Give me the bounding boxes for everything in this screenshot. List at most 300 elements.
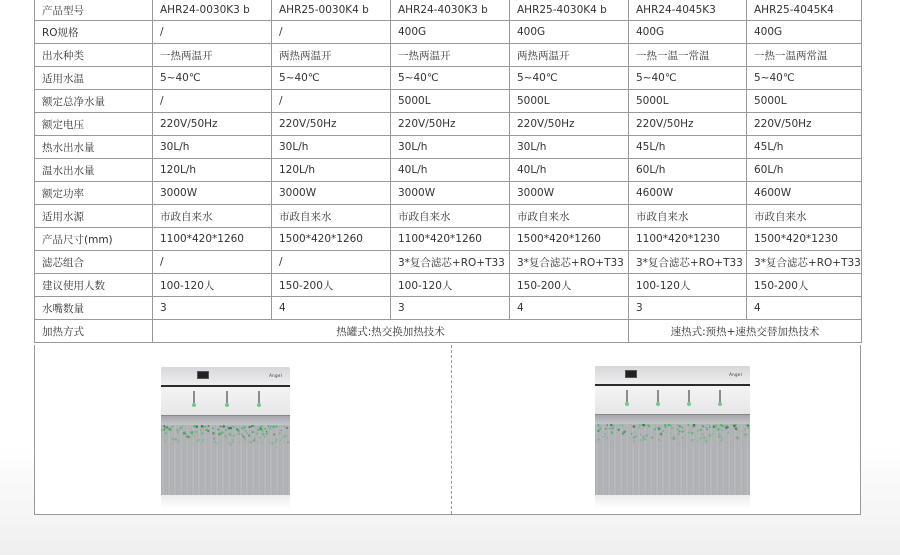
spec-label: 适用水温	[35, 67, 153, 90]
spec-value: 150-200人	[747, 274, 862, 297]
mist-dot	[182, 425, 183, 426]
mist-dot	[598, 438, 600, 440]
spec-value: 市政自来水	[747, 205, 862, 228]
spec-row	[35, 90, 862, 113]
mist-dot	[610, 431, 612, 433]
mist-dot	[193, 425, 196, 427]
mist-dot	[190, 432, 191, 433]
spec-value: 150-200人	[272, 274, 391, 297]
mist-dot	[212, 427, 214, 429]
mist-dot	[259, 437, 261, 439]
mist-dot	[164, 442, 166, 444]
mist-dot	[634, 432, 635, 433]
mist-dot	[205, 426, 206, 427]
mist-dot	[229, 435, 230, 436]
spec-value: 40L/h	[391, 159, 510, 182]
mist-dot	[725, 426, 728, 429]
spec-value: 市政自来水	[391, 205, 510, 228]
mist-dot	[614, 444, 615, 445]
spec-value: 1100*420*1260	[391, 228, 510, 251]
mist-dot	[283, 442, 285, 444]
mist-dot	[212, 432, 215, 435]
mist-dot	[243, 436, 245, 438]
spec-row	[35, 113, 862, 136]
mist-dot	[264, 436, 266, 438]
mist-dot	[194, 436, 196, 438]
mist-dot	[609, 428, 610, 429]
mist-dot	[228, 441, 230, 443]
mist-dot	[261, 425, 263, 427]
mist-dot	[248, 434, 250, 436]
mist-dot	[264, 428, 266, 430]
mist-dot	[220, 441, 222, 443]
mist-dot	[273, 433, 275, 435]
mist-dot	[660, 433, 663, 436]
spec-value: 30L/h	[510, 136, 629, 159]
spec-label: 额定总净水量	[35, 90, 153, 113]
mist-dot	[698, 440, 700, 442]
spec-value: 5~40℃	[153, 67, 272, 90]
mist-dot	[192, 443, 193, 444]
mist-dot	[171, 443, 173, 445]
spec-value: 两热两温开	[272, 44, 391, 67]
mist-dot	[172, 426, 173, 427]
faucet-icon	[688, 390, 690, 402]
spec-value: 60L/h	[629, 159, 747, 182]
spec-value: 4	[510, 297, 629, 320]
mist-dot	[741, 430, 742, 431]
mist-dot	[218, 429, 220, 431]
mist-dot	[727, 433, 728, 434]
spec-value: 3	[391, 297, 510, 320]
mist-dot	[196, 426, 198, 428]
mist-dot	[733, 425, 736, 428]
mist-dot	[283, 426, 284, 427]
mist-dot	[713, 425, 716, 428]
mist-dot	[243, 426, 245, 428]
spec-label: 水嘴数量	[35, 297, 153, 320]
mist-dot	[620, 425, 621, 426]
display-panel	[197, 371, 209, 379]
mist-dot	[186, 435, 189, 438]
spec-value: 市政自来水	[510, 205, 629, 228]
spec-value: AHR24-0030K3 b	[153, 0, 272, 21]
spec-label: 加热方式	[35, 320, 153, 343]
spec-value: /	[153, 251, 272, 274]
mist-dot	[167, 427, 168, 428]
mist-dot	[670, 433, 672, 435]
mist-dot	[682, 427, 683, 428]
mist-dot	[676, 442, 678, 444]
mist-dot	[178, 441, 179, 442]
mist-dot	[671, 437, 674, 440]
spec-value: 220V/50Hz	[747, 113, 862, 136]
spec-value: AHR25-4045K4	[747, 0, 862, 21]
spec-label: 温水出水量	[35, 159, 153, 182]
mist-dot	[631, 433, 633, 435]
mist-dot	[700, 437, 702, 439]
mist-dot	[213, 438, 215, 440]
spec-value: 5000L	[391, 90, 510, 113]
mist-dot	[721, 440, 722, 441]
spec-value: 150-200人	[510, 274, 629, 297]
mist-dot	[742, 444, 743, 445]
machine-top	[161, 367, 290, 387]
spec-value: 一热两温开	[153, 44, 272, 67]
spec-value: /	[272, 21, 391, 44]
mist-dot	[682, 437, 684, 439]
mist-dot	[737, 430, 738, 431]
mist-dot	[604, 433, 606, 435]
mist-dot	[270, 426, 271, 427]
mist-dot	[262, 433, 265, 436]
spec-value: 1100*420*1260	[153, 228, 272, 251]
mist-dot	[595, 439, 597, 441]
mist-dot	[709, 426, 711, 428]
mist-dot	[718, 442, 720, 444]
mist-dot	[744, 428, 745, 429]
spec-label: 产品尺寸(mm)	[35, 228, 153, 251]
mist-dot	[678, 442, 680, 444]
spec-row	[35, 21, 862, 44]
mist-dot	[213, 441, 216, 444]
mist-dot	[664, 424, 667, 427]
mist-dot	[178, 439, 180, 441]
mist-dot	[276, 425, 278, 427]
spec-value: 60L/h	[747, 159, 862, 182]
mist-dot	[611, 427, 614, 430]
mist-dot	[260, 426, 261, 427]
spec-value: 220V/50Hz	[510, 113, 629, 136]
faucet-icon	[657, 390, 659, 402]
spec-value: 3*复合滤芯+RO+T33	[391, 251, 510, 274]
mist-dot	[718, 433, 720, 435]
spec-value: 市政自来水	[272, 205, 391, 228]
product-image-left	[161, 367, 290, 495]
mist-dot	[745, 430, 746, 431]
display-panel	[625, 370, 637, 378]
spec-value: /	[153, 21, 272, 44]
spec-label: 适用水源	[35, 205, 153, 228]
spec-value: 4600W	[747, 182, 862, 205]
mist-dot	[716, 427, 717, 428]
mist-dot	[702, 425, 704, 427]
mist-dot	[706, 429, 708, 431]
spec-value: 45L/h	[747, 136, 862, 159]
mist-dot	[248, 426, 250, 428]
mist-dot	[728, 431, 730, 433]
mist-dot	[597, 435, 598, 436]
spec-label: 建议使用人数	[35, 274, 153, 297]
mist-dot	[169, 427, 171, 429]
mist-dot	[747, 427, 749, 429]
mist-dot	[175, 438, 177, 440]
mist-dot	[666, 432, 667, 433]
mist-dot	[693, 424, 696, 427]
mist-dot	[225, 429, 227, 431]
mist-dot	[623, 431, 625, 433]
mist-dot	[261, 430, 263, 432]
spec-value: 3*复合滤芯+RO+T33	[629, 251, 747, 274]
mist-dot	[643, 437, 646, 440]
spec-value: 100-120人	[153, 274, 272, 297]
mist-dot	[665, 427, 666, 428]
mist-dot	[194, 445, 196, 447]
mist-dot	[735, 437, 736, 438]
mist-dot	[701, 433, 703, 435]
dispenser-area	[595, 386, 750, 414]
mist-dot	[712, 433, 713, 434]
mist-dot	[645, 434, 648, 437]
faucet-icon	[719, 390, 721, 402]
green-mist-decoration	[161, 425, 290, 447]
spec-value: 400G	[510, 21, 629, 44]
product-image-right	[595, 366, 750, 495]
spec-value: 400G	[391, 21, 510, 44]
mist-dot	[747, 424, 749, 426]
mist-dot	[736, 437, 738, 439]
spec-value: 3	[629, 297, 747, 320]
spec-value: 220V/50Hz	[272, 113, 391, 136]
mist-dot	[633, 441, 636, 444]
spec-value: 5~40℃	[747, 67, 862, 90]
spec-value: 3000W	[510, 182, 629, 205]
mist-dot	[658, 439, 661, 442]
mist-dot	[285, 435, 287, 437]
mist-dot	[691, 439, 693, 441]
panel-divider	[451, 345, 452, 514]
mist-dot	[237, 429, 240, 432]
mist-dot	[172, 438, 175, 441]
mist-dot	[718, 435, 721, 438]
mist-dot	[719, 428, 720, 429]
mist-dot	[704, 440, 707, 443]
mist-dot	[205, 428, 208, 431]
mist-dot	[265, 433, 267, 435]
spec-row	[35, 136, 862, 159]
spec-value: AHR25-4030K4 b	[510, 0, 629, 21]
mist-dot	[691, 431, 694, 434]
mist-dot	[250, 441, 252, 443]
mist-dot	[696, 441, 697, 442]
reflection	[595, 495, 750, 509]
mist-dot	[275, 439, 278, 442]
mist-dot	[222, 425, 225, 428]
mist-dot	[176, 441, 178, 443]
spec-value: 40L/h	[510, 159, 629, 182]
mist-dot	[200, 443, 202, 445]
spec-value: /	[272, 251, 391, 274]
mist-dot	[232, 426, 233, 427]
mist-dot	[720, 424, 722, 426]
mist-dot	[638, 427, 639, 428]
mist-dot	[597, 441, 599, 443]
mist-dot	[275, 441, 277, 443]
spec-row	[35, 159, 862, 182]
mist-dot	[722, 425, 724, 427]
mist-dot	[679, 431, 680, 432]
spec-value: 1100*420*1230	[629, 228, 747, 251]
mist-dot	[681, 430, 684, 433]
mist-dot	[280, 443, 281, 444]
mist-dot	[260, 428, 262, 430]
mist-dot	[606, 437, 608, 439]
mist-dot	[224, 435, 225, 436]
mist-dot	[651, 436, 653, 438]
spec-row-heating	[35, 320, 862, 343]
mist-dot	[633, 439, 635, 441]
mist-dot	[279, 432, 281, 434]
mist-dot	[709, 435, 711, 437]
mist-dot	[697, 430, 699, 432]
spec-value: 120L/h	[272, 159, 391, 182]
mist-dot	[226, 437, 228, 439]
mist-dot	[229, 443, 232, 446]
product-images-panel	[34, 345, 861, 515]
mist-dot	[724, 441, 726, 443]
mist-dot	[257, 441, 259, 443]
mist-dot	[213, 437, 214, 438]
spec-value: 5~40℃	[510, 67, 629, 90]
mist-dot	[232, 439, 234, 441]
mist-dot	[633, 425, 636, 428]
spec-value: 1500*420*1260	[272, 228, 391, 251]
mist-dot	[658, 426, 659, 427]
spec-value: 5000L	[629, 90, 747, 113]
mist-dot	[679, 425, 682, 428]
spec-value: 5000L	[510, 90, 629, 113]
machine-top	[595, 366, 750, 386]
mist-dot	[177, 431, 179, 433]
mist-dot	[176, 429, 178, 431]
mist-dot	[220, 426, 221, 427]
mist-dot	[642, 443, 644, 445]
mist-dot	[245, 430, 247, 432]
mist-dot	[599, 428, 601, 430]
mist-dot	[607, 424, 608, 425]
mist-dot	[745, 444, 746, 445]
spec-value: 市政自来水	[153, 205, 272, 228]
mist-dot	[268, 425, 269, 426]
spec-value: 45L/h	[629, 136, 747, 159]
mist-dot	[266, 431, 268, 433]
mist-dot	[233, 435, 235, 437]
green-mist-decoration	[595, 424, 750, 446]
spec-value: /	[272, 90, 391, 113]
spec-value: 4600W	[629, 182, 747, 205]
mist-dot	[226, 435, 227, 436]
spec-value: 220V/50Hz	[153, 113, 272, 136]
spec-label: 滤芯组合	[35, 251, 153, 274]
mist-dot	[208, 425, 210, 427]
mist-dot	[597, 424, 599, 426]
spec-value: 120L/h	[153, 159, 272, 182]
brand-logo: Angel	[269, 373, 282, 378]
mist-dot	[597, 430, 599, 432]
mist-dot	[271, 442, 273, 444]
spec-value: 3	[153, 297, 272, 320]
spec-row	[35, 182, 862, 205]
mist-dot	[744, 433, 747, 436]
mist-dot	[232, 441, 234, 443]
mist-dot	[197, 434, 198, 435]
heating-method-right: 速热式:预热+速热交替加热技术	[629, 320, 862, 343]
spec-row	[35, 274, 862, 297]
spec-value: 3*复合滤芯+RO+T33	[510, 251, 629, 274]
mist-dot	[645, 439, 646, 440]
mist-dot	[688, 431, 690, 433]
mist-dot	[261, 442, 263, 444]
spec-label: 热水出水量	[35, 136, 153, 159]
spec-label: 产品型号	[35, 0, 153, 21]
mist-dot	[709, 425, 710, 426]
mist-dot	[269, 428, 271, 430]
mist-dot	[662, 430, 664, 432]
spec-label: RO规格	[35, 21, 153, 44]
mist-dot	[613, 425, 615, 427]
mist-dot	[683, 443, 685, 445]
reflection	[161, 495, 290, 509]
mist-dot	[611, 441, 612, 442]
mist-dot	[192, 433, 194, 435]
spec-row	[35, 297, 862, 320]
mist-dot	[722, 429, 723, 430]
spec-value: 两热两温开	[510, 44, 629, 67]
mist-dot	[240, 433, 241, 434]
spec-row	[35, 44, 862, 67]
spec-value: 一热一温两常温	[747, 44, 862, 67]
spec-value: AHR25-0030K4 b	[272, 0, 391, 21]
spec-value: 30L/h	[272, 136, 391, 159]
mist-dot	[658, 427, 661, 430]
spec-value: 3000W	[272, 182, 391, 205]
mist-dot	[202, 426, 204, 428]
spec-value: 1500*420*1230	[747, 228, 862, 251]
mist-dot	[618, 429, 620, 431]
mist-dot	[705, 426, 707, 428]
mist-dot	[203, 429, 204, 430]
mist-dot	[639, 424, 641, 426]
mist-dot	[242, 435, 244, 437]
mist-dot	[674, 436, 676, 438]
mist-dot	[610, 424, 612, 426]
mist-dot	[717, 428, 720, 431]
mist-dot	[287, 441, 289, 443]
mist-dot	[727, 425, 728, 426]
mist-dot	[644, 425, 645, 426]
mist-dot	[200, 429, 201, 430]
spec-value: 5~40℃	[391, 67, 510, 90]
heating-method-left: 热罐式:热交换加热技术	[153, 320, 629, 343]
faucet-icon	[226, 391, 228, 403]
spec-table	[34, 0, 862, 343]
mist-dot	[288, 439, 289, 440]
spec-value: 30L/h	[391, 136, 510, 159]
mist-dot	[244, 438, 246, 440]
mist-dot	[202, 439, 204, 441]
mist-dot	[192, 431, 194, 433]
mist-dot	[248, 441, 250, 443]
spec-sheet	[34, 0, 861, 515]
mist-dot	[605, 429, 606, 430]
mist-dot	[257, 429, 260, 432]
mist-dot	[238, 432, 240, 434]
spec-value: 30L/h	[153, 136, 272, 159]
mist-dot	[229, 427, 232, 430]
faucet-icon	[258, 391, 260, 403]
mist-dot	[700, 429, 703, 432]
mist-dot	[622, 425, 623, 426]
